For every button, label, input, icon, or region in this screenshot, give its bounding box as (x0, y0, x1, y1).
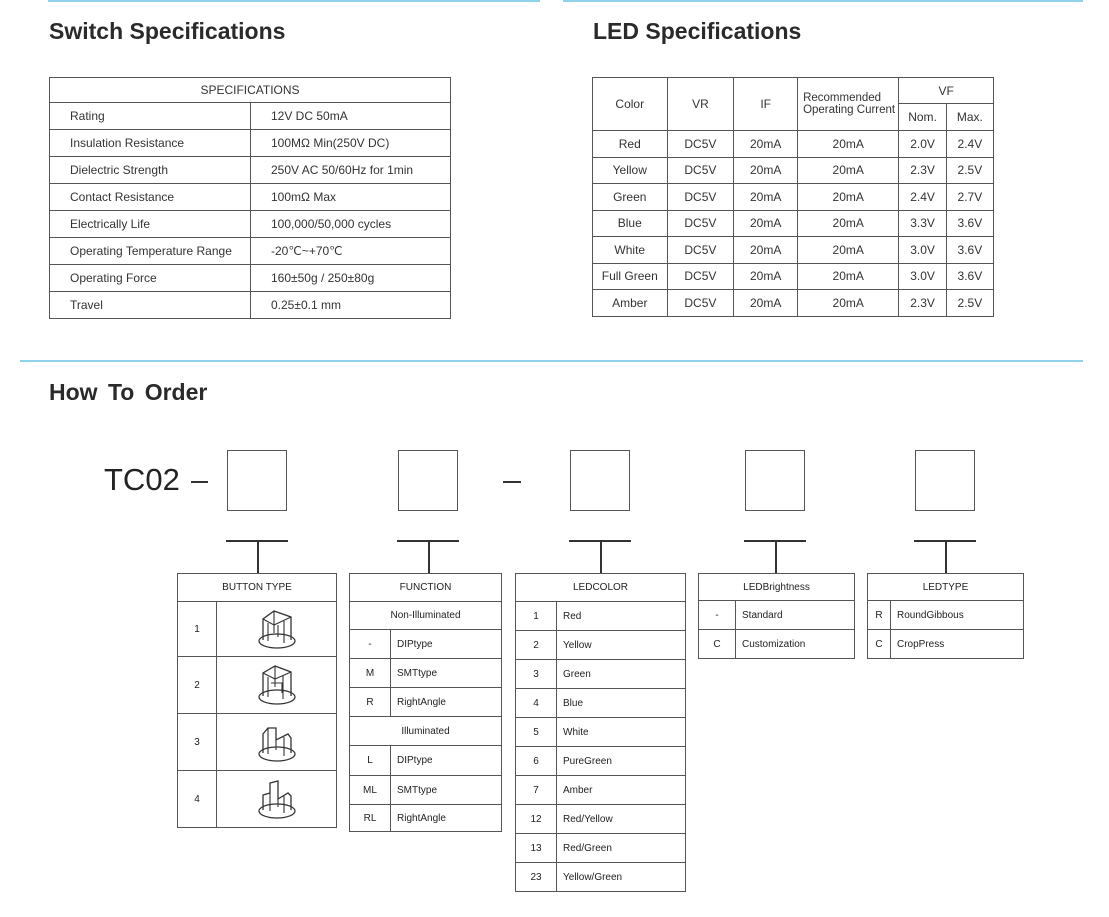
keycap-icon (217, 771, 337, 828)
table-row (350, 659, 502, 688)
keycap-icon (254, 663, 300, 707)
led-color: Full Green (593, 263, 668, 290)
connector-line (945, 540, 947, 573)
function-header: FUNCTION (350, 574, 502, 602)
led-vr: DC5V (667, 237, 734, 264)
led-brightness-label: Standard (736, 601, 855, 630)
function-code: - (350, 630, 391, 659)
led-brightness-table (698, 573, 855, 659)
table-row (178, 657, 337, 714)
led-color-code: 23 (516, 863, 557, 892)
led-col-if: IF (734, 78, 798, 131)
function-table (349, 573, 502, 832)
led-if: 20mA (734, 131, 798, 158)
led-type-code: R (868, 601, 891, 630)
table-row (516, 805, 686, 834)
table-row (516, 776, 686, 805)
table-row (593, 157, 994, 184)
led-if: 20mA (734, 157, 798, 184)
table-row (350, 630, 502, 659)
table-row (350, 776, 502, 805)
spec-label: Dielectric Strength (50, 157, 251, 184)
led-color-code: 7 (516, 776, 557, 805)
led-brightness-code: C (699, 630, 736, 659)
table-row (593, 263, 994, 290)
function-label: DIPtype (391, 746, 502, 776)
table-row (516, 747, 686, 776)
table-row (50, 292, 451, 319)
function-code: R (350, 688, 391, 717)
led-nom: 2.4V (899, 184, 946, 211)
led-current: 20mA (798, 210, 899, 237)
top-rule-right (563, 0, 1083, 2)
keycap-icon (217, 714, 337, 771)
led-max: 2.5V (946, 290, 993, 317)
led-color-label: Yellow (557, 631, 686, 660)
led-vr: DC5V (667, 131, 734, 158)
spec-label: Operating Force (50, 265, 251, 292)
led-vr: DC5V (667, 263, 734, 290)
led-max: 3.6V (946, 263, 993, 290)
table-row (516, 718, 686, 747)
function-code: L (350, 746, 391, 776)
keycap-icon (254, 720, 300, 764)
led-color-code: 5 (516, 718, 557, 747)
button-type-code: 3 (178, 714, 217, 771)
led-col-color: Color (593, 78, 668, 131)
table-row (350, 688, 502, 717)
led-color-label: Yellow/Green (557, 863, 686, 892)
led-color: Green (593, 184, 668, 211)
led-col-vr: VR (667, 78, 734, 131)
led-type-label: RoundGibbous (891, 601, 1024, 630)
led-spec-table (592, 77, 994, 317)
slot-led-brightness[interactable] (745, 450, 805, 511)
section-divider (20, 360, 1083, 362)
function-label: RightAngle (391, 688, 502, 717)
led-color-label: Amber (557, 776, 686, 805)
led-nom: 3.3V (899, 210, 946, 237)
connector-line (257, 540, 259, 573)
led-type-table (867, 573, 1024, 659)
slot-function[interactable] (398, 450, 458, 511)
connector-line (775, 540, 777, 573)
led-color-table (515, 573, 686, 892)
led-current: 20mA (798, 131, 899, 158)
led-max: 3.6V (946, 237, 993, 264)
led-max: 2.4V (946, 131, 993, 158)
table-row (50, 211, 451, 238)
led-nom: 3.0V (899, 237, 946, 264)
table-row (516, 689, 686, 718)
slot-led-color[interactable] (570, 450, 630, 511)
led-if: 20mA (734, 290, 798, 317)
keycap-icon (217, 657, 337, 714)
led-color: Red (593, 131, 668, 158)
led-type-label: CropPress (891, 630, 1024, 659)
led-current: 20mA (798, 157, 899, 184)
table-row (178, 714, 337, 771)
function-code: M (350, 659, 391, 688)
function-label: SMTtype (391, 659, 502, 688)
table-row (50, 157, 451, 184)
led-color-code: 13 (516, 834, 557, 863)
led-current: 20mA (798, 184, 899, 211)
led-col-max: Max. (946, 104, 993, 131)
button-type-code: 2 (178, 657, 217, 714)
led-color-label: Red (557, 602, 686, 631)
table-row (699, 630, 855, 659)
spec-label: Rating (50, 103, 251, 130)
table-row (178, 602, 337, 657)
led-brightness-label: Customization (736, 630, 855, 659)
keycap-icon (217, 602, 337, 657)
table-row (50, 130, 451, 157)
button-type-table (177, 573, 337, 828)
switch-spec-title: Switch Specifications (49, 18, 286, 44)
table-row (50, 238, 451, 265)
middle-dash (503, 481, 521, 483)
function-label: RightAngle (391, 805, 502, 832)
spec-label: Insulation Resistance (50, 130, 251, 157)
led-max: 2.7V (946, 184, 993, 211)
table-row (178, 771, 337, 828)
spec-label: Operating Temperature Range (50, 238, 251, 265)
led-type-code: C (868, 630, 891, 659)
led-vr: DC5V (667, 157, 734, 184)
table-row (516, 863, 686, 892)
led-nom: 3.0V (899, 263, 946, 290)
led-vr: DC5V (667, 290, 734, 317)
table-row (516, 660, 686, 689)
table-row (350, 746, 502, 776)
table-row (593, 290, 994, 317)
led-if: 20mA (734, 263, 798, 290)
spec-value: -20℃~+70℃ (251, 238, 451, 265)
led-color-label: Blue (557, 689, 686, 718)
led-color-label: PureGreen (557, 747, 686, 776)
function-label: DIPtype (391, 630, 502, 659)
table-row (868, 630, 1024, 659)
function-code: ML (350, 776, 391, 805)
led-nom: 2.3V (899, 157, 946, 184)
table-row (593, 210, 994, 237)
led-vr: DC5V (667, 210, 734, 237)
table-row (350, 805, 502, 832)
led-color: Yellow (593, 157, 668, 184)
spec-value: 12V DC 50mA (251, 103, 451, 130)
led-type-header: LEDTYPE (868, 574, 1024, 601)
spec-value: 250V AC 50/60Hz for 1min (251, 157, 451, 184)
table-row (50, 265, 451, 292)
button-type-code: 1 (178, 602, 217, 657)
led-max: 3.6V (946, 210, 993, 237)
led-color-code: 2 (516, 631, 557, 660)
led-spec-title: LED Specifications (593, 18, 802, 44)
spec-value: 0.25±0.1 mm (251, 292, 451, 319)
led-current: 20mA (798, 290, 899, 317)
led-current: 20mA (798, 237, 899, 264)
led-brightness-header: LEDBrightness (699, 574, 855, 601)
led-brightness-code: - (699, 601, 736, 630)
led-color-label: Red/Green (557, 834, 686, 863)
led-current: 20mA (798, 263, 899, 290)
table-row (593, 184, 994, 211)
slot-led-type[interactable] (915, 450, 975, 511)
spec-label: Contact Resistance (50, 184, 251, 211)
led-color-code: 12 (516, 805, 557, 834)
keycap-icon (254, 777, 300, 821)
led-vr: DC5V (667, 184, 734, 211)
illuminated-label: Illuminated (350, 717, 502, 746)
led-nom: 2.3V (899, 290, 946, 317)
connector-line (600, 540, 602, 573)
spec-value: 100mΩ Max (251, 184, 451, 211)
order-prefix: TC02 (104, 462, 180, 497)
led-color-code: 1 (516, 602, 557, 631)
led-color: White (593, 237, 668, 264)
switch-spec-table (49, 77, 451, 319)
led-if: 20mA (734, 237, 798, 264)
led-if: 20mA (734, 210, 798, 237)
table-row (516, 631, 686, 660)
led-color: Amber (593, 290, 668, 317)
how-to-order-title: How To Order (49, 379, 208, 405)
led-color-code: 4 (516, 689, 557, 718)
table-row (516, 602, 686, 631)
spec-value: 160±50g / 250±80g (251, 265, 451, 292)
button-type-header: BUTTON TYPE (178, 574, 337, 602)
prefix-dash (191, 481, 208, 483)
led-color: Blue (593, 210, 668, 237)
table-row (50, 103, 451, 130)
led-nom: 2.0V (899, 131, 946, 158)
led-max: 2.5V (946, 157, 993, 184)
table-row (699, 601, 855, 630)
spec-value: 100,000/50,000 cycles (251, 211, 451, 238)
led-if: 20mA (734, 184, 798, 211)
non-illuminated-label: Non-Illuminated (350, 602, 502, 630)
switch-spec-header: SPECIFICATIONS (50, 78, 451, 103)
table-row (593, 237, 994, 264)
table-row (868, 601, 1024, 630)
led-col-vf: VF (899, 78, 994, 104)
top-rule-left (48, 0, 540, 2)
led-color-label: Red/Yellow (557, 805, 686, 834)
led-color-code: 6 (516, 747, 557, 776)
led-col-nom: Nom. (899, 104, 946, 131)
connector-line (428, 540, 430, 573)
led-color-label: Green (557, 660, 686, 689)
led-color-header: LEDCOLOR (516, 574, 686, 602)
slot-button-type[interactable] (227, 450, 287, 511)
spec-value: 100MΩ Min(250V DC) (251, 130, 451, 157)
function-label: SMTtype (391, 776, 502, 805)
led-col-current: Recommended Operating Current (798, 78, 899, 131)
table-row (50, 184, 451, 211)
table-row (593, 131, 994, 158)
led-color-code: 3 (516, 660, 557, 689)
led-color-label: White (557, 718, 686, 747)
button-type-code: 4 (178, 771, 217, 828)
table-row (516, 834, 686, 863)
spec-label: Electrically Life (50, 211, 251, 238)
keycap-icon (254, 607, 300, 651)
function-code: RL (350, 805, 391, 832)
spec-label: Travel (50, 292, 251, 319)
